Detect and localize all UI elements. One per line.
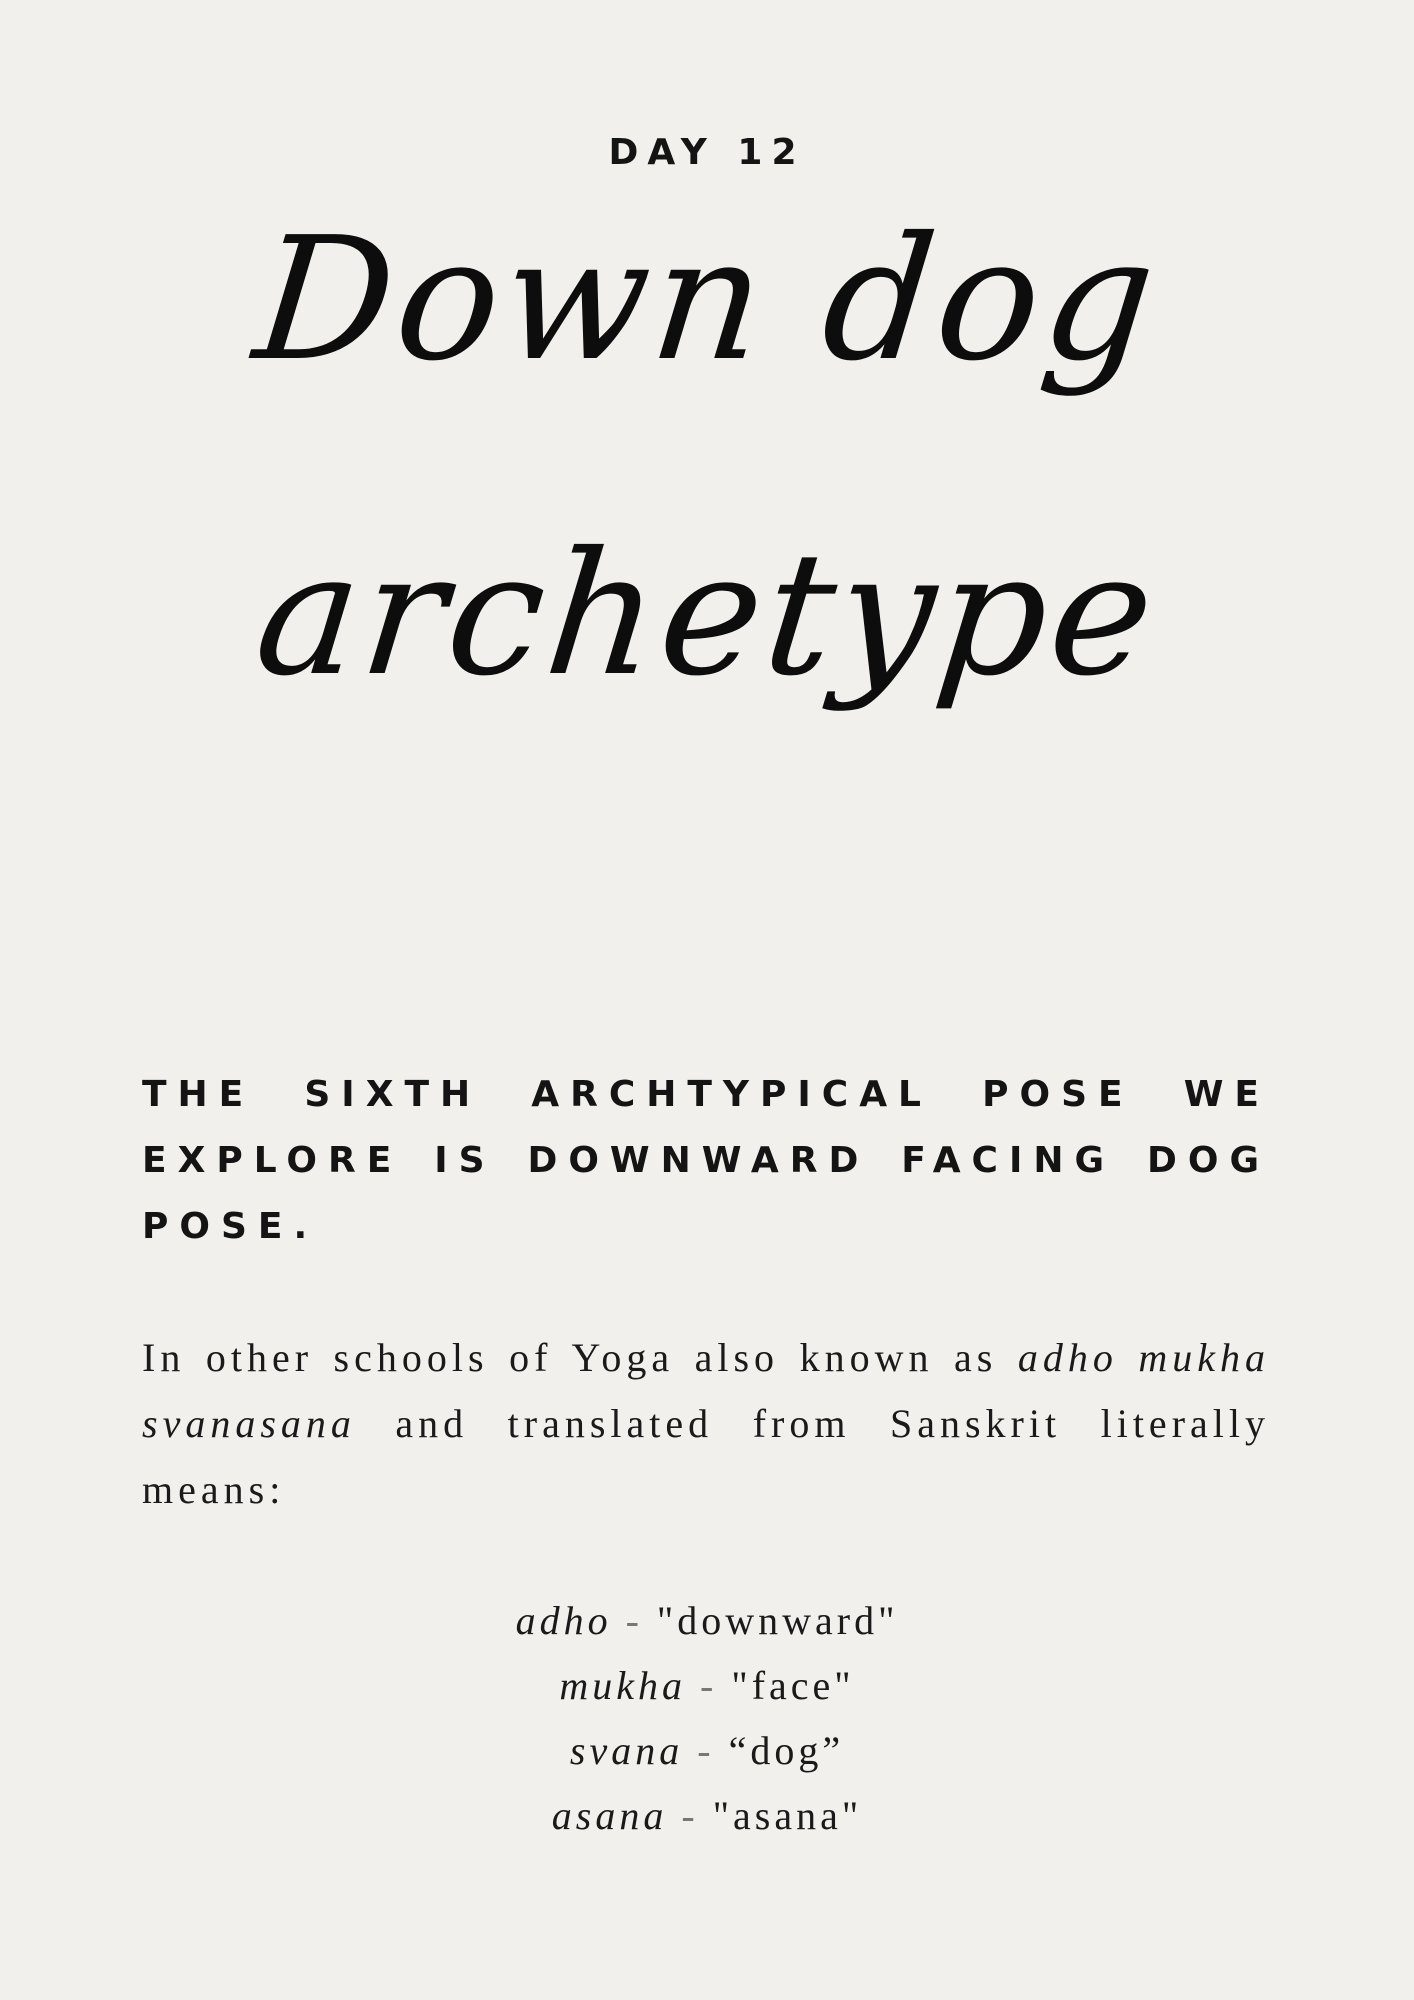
- glossary-list: [0, 1588, 1414, 1848]
- glossary-separator: -: [611, 1598, 657, 1643]
- intro-heading: THE SIXTH ARCHTYPICAL POSE WE EXPLORE IS DOWNWARD FACING DOG POSE.: [142, 1074, 1270, 1247]
- title-line-2: archetype: [247, 516, 1167, 714]
- day-label: DAY 12: [608, 132, 806, 173]
- glossary-term: svana: [569, 1728, 684, 1773]
- glossary-term: asana: [551, 1793, 668, 1838]
- glossary-separator: -: [686, 1663, 732, 1708]
- glossary-meaning: “dog”: [728, 1728, 845, 1773]
- glossary-meaning: "asana": [712, 1793, 863, 1838]
- sanskrit-term: adho mukha svanasana: [142, 1335, 1271, 1446]
- body-text-part-1: In other schools of Yoga also known as: [142, 1335, 1018, 1380]
- glossary-row-asana: [0, 1783, 1414, 1848]
- body-text-part-2: and translated from Sanskrit literally means:: [142, 1401, 1270, 1512]
- glossary-separator: -: [667, 1793, 713, 1838]
- glossary-meaning: "face": [731, 1663, 855, 1708]
- glossary-term: adho: [515, 1598, 612, 1643]
- body-paragraph: [142, 1325, 1270, 1523]
- title-line-1: Down dog: [246, 201, 1168, 399]
- glossary-term: mukha: [559, 1663, 687, 1708]
- glossary-row-adho: [0, 1588, 1414, 1653]
- glossary-separator: -: [683, 1728, 729, 1773]
- glossary-row-svana: [0, 1718, 1414, 1783]
- glossary-row-mukha: [0, 1653, 1414, 1718]
- glossary-meaning: "downward": [656, 1598, 899, 1643]
